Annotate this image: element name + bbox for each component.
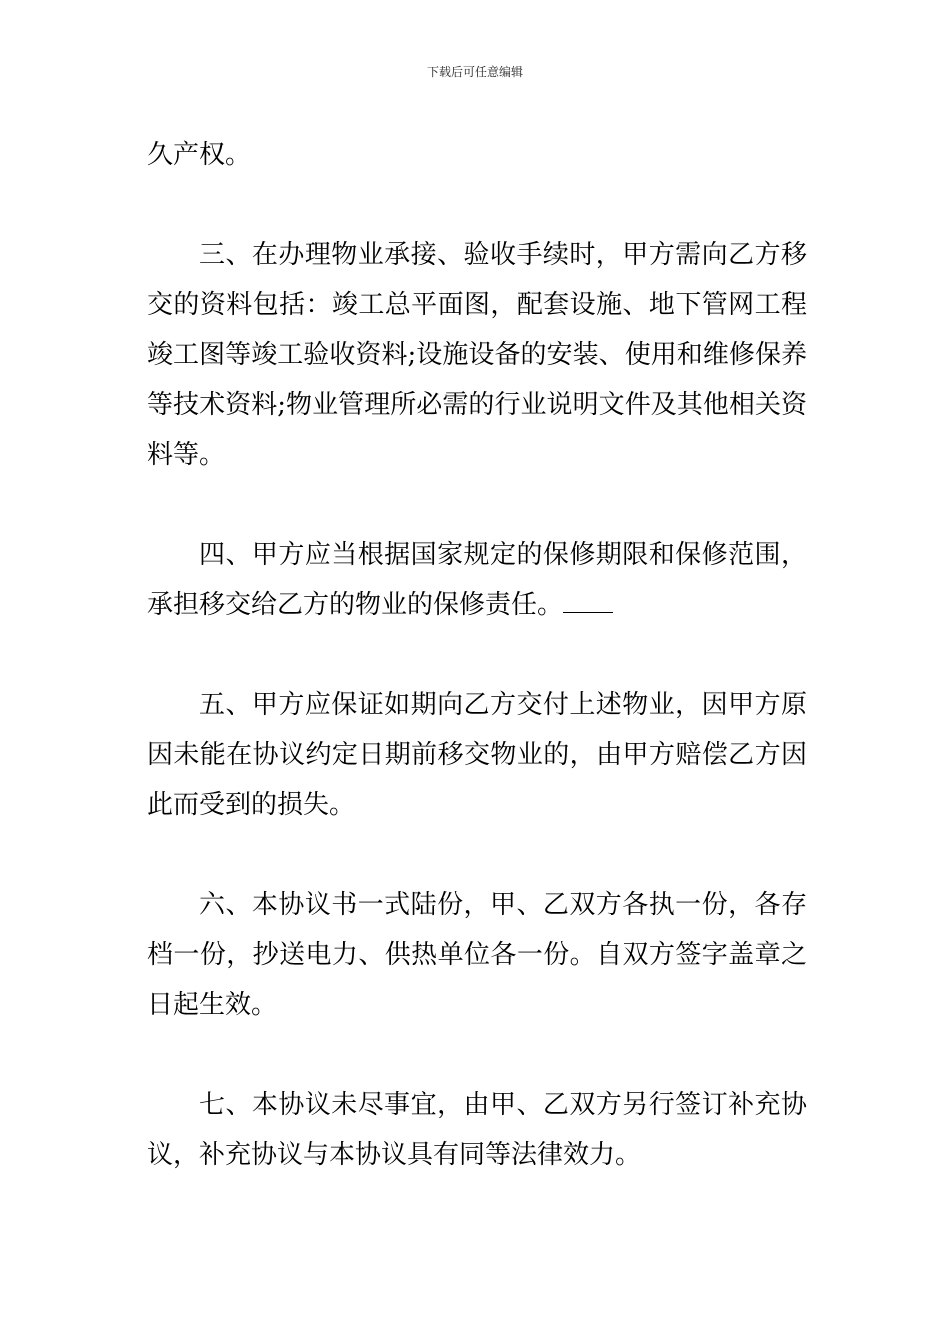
paragraph-clause-5: 五、甲方应保证如期向乙方交付上述物业，因甲方原因未能在协议约定日期前移交物业的，由甲方赔偿乙方因此而受到的损失。 xyxy=(147,690,807,820)
paragraph-clause-4-text: 四、甲方应当根据国家规定的保修期限和保修范围，承担移交给乙方的物业的保修责任。 xyxy=(147,540,807,620)
fill-in-blank-line xyxy=(563,592,613,613)
paragraph-clause-4 xyxy=(147,530,807,630)
paragraph-continuation: 久产权。 xyxy=(147,140,252,170)
paragraph-clause-3: 三、在办理物业承接、验收手续时，甲方需向乙方移交的资料包括：竣工总平面图，配套设施、地下管网工程竣工图等竣工验收资料;设施设备的安装、使用和维修保养等技术资料;物业管理所必需的行业说明文件及其他相关资料等。 xyxy=(147,240,807,470)
page-header: 下载后可任意编辑 xyxy=(426,65,523,79)
paragraph-clause-6: 六、本协议书一式陆份，甲、乙双方各执一份，各存档一份，抄送电力、供热单位各一份。自双方签字盖章之日起生效。 xyxy=(147,890,807,1020)
document-body xyxy=(147,130,807,1180)
paragraph-clause-7: 七、本协议未尽事宜，由甲、乙双方另行签订补充协议，补充协议与本协议具有同等法律效力。 xyxy=(147,1090,807,1170)
